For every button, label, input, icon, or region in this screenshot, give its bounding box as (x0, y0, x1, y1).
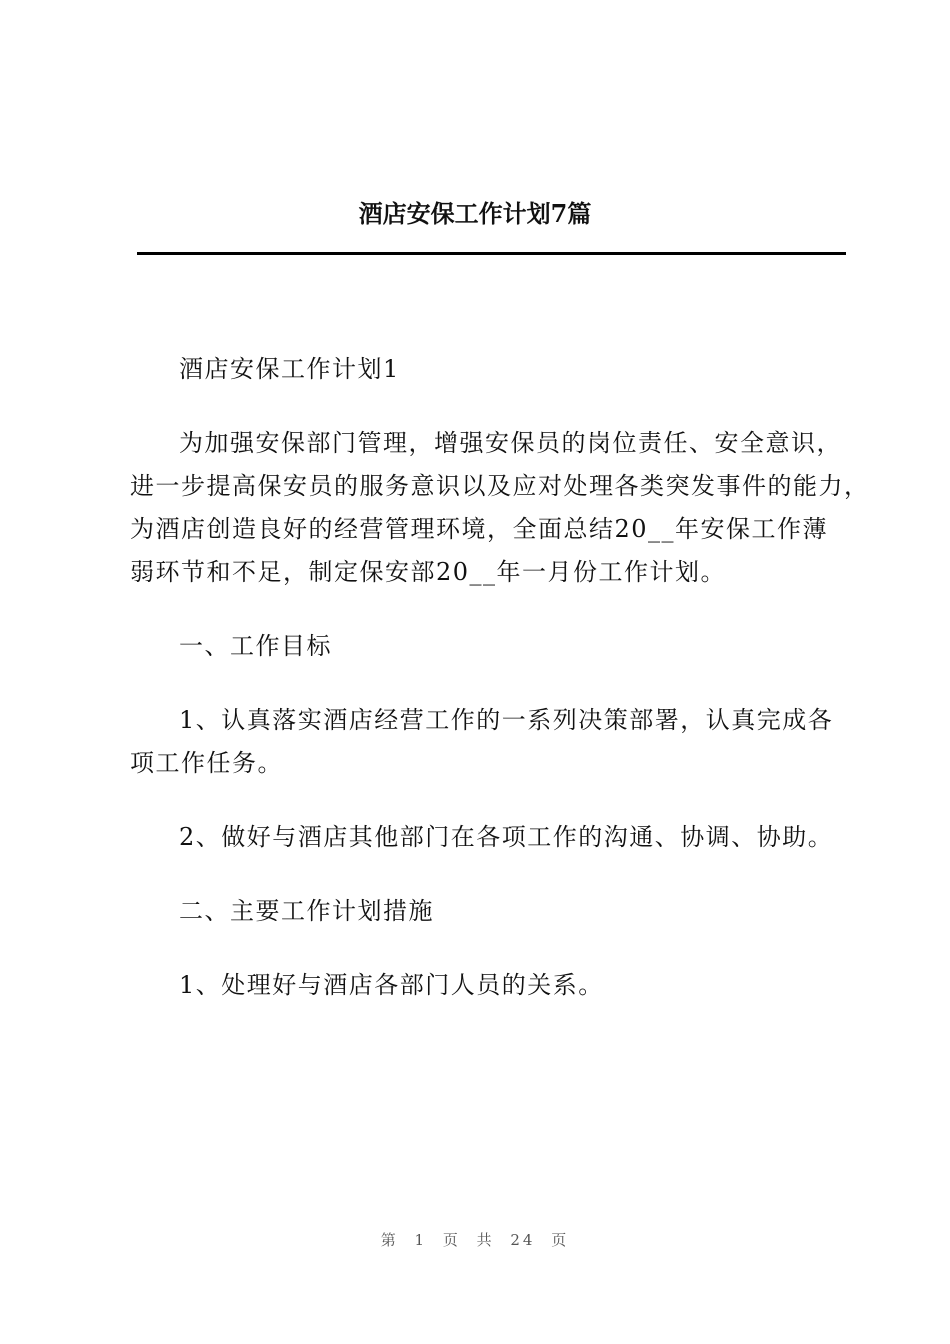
paragraph-line: 1、处理好与酒店各部门人员的关系。 (179, 971, 604, 999)
title-underline (137, 252, 846, 255)
page-footer: 第 1 页 共 24 页 (380, 1231, 570, 1249)
document-title: 酒店安保工作计划7篇 (358, 199, 592, 228)
paragraph-line: 项工作任务。 (130, 749, 283, 777)
paragraph-line: 为酒店创造良好的经营管理环境，全面总结20__年安保工作薄 (130, 515, 829, 543)
paragraph-line: 2、做好与酒店其他部门在各项工作的沟通、协调、协助。 (179, 823, 834, 851)
paragraph-heading-measures (130, 890, 866, 964)
paragraph-line: 酒店安保工作计划1 (179, 355, 400, 383)
paragraph-heading-goals (130, 625, 866, 699)
paragraph-line: 二、主要工作计划措施 (179, 897, 434, 925)
paragraph-section-heading (130, 348, 866, 422)
paragraph-intro (130, 422, 870, 625)
paragraph-line: 为加强安保部门管理，增强安保员的岗位责任、安全意识， (179, 429, 842, 457)
paragraph-goal-1 (130, 699, 866, 816)
paragraph-line: 一、工作目标 (179, 632, 332, 660)
paragraph-line: 进一步提高保安员的服务意识以及应对处理各类突发事件的能力， (130, 472, 870, 500)
paragraph-goal-2 (130, 816, 866, 890)
paragraph-measure-1 (130, 964, 866, 1038)
document-body (130, 348, 870, 1038)
paragraph-line: 1、认真落实酒店经营工作的一系列决策部署，认真完成各 (179, 706, 834, 734)
paragraph-line: 弱环节和不足，制定保安部20__年一月份工作计划。 (130, 558, 727, 586)
